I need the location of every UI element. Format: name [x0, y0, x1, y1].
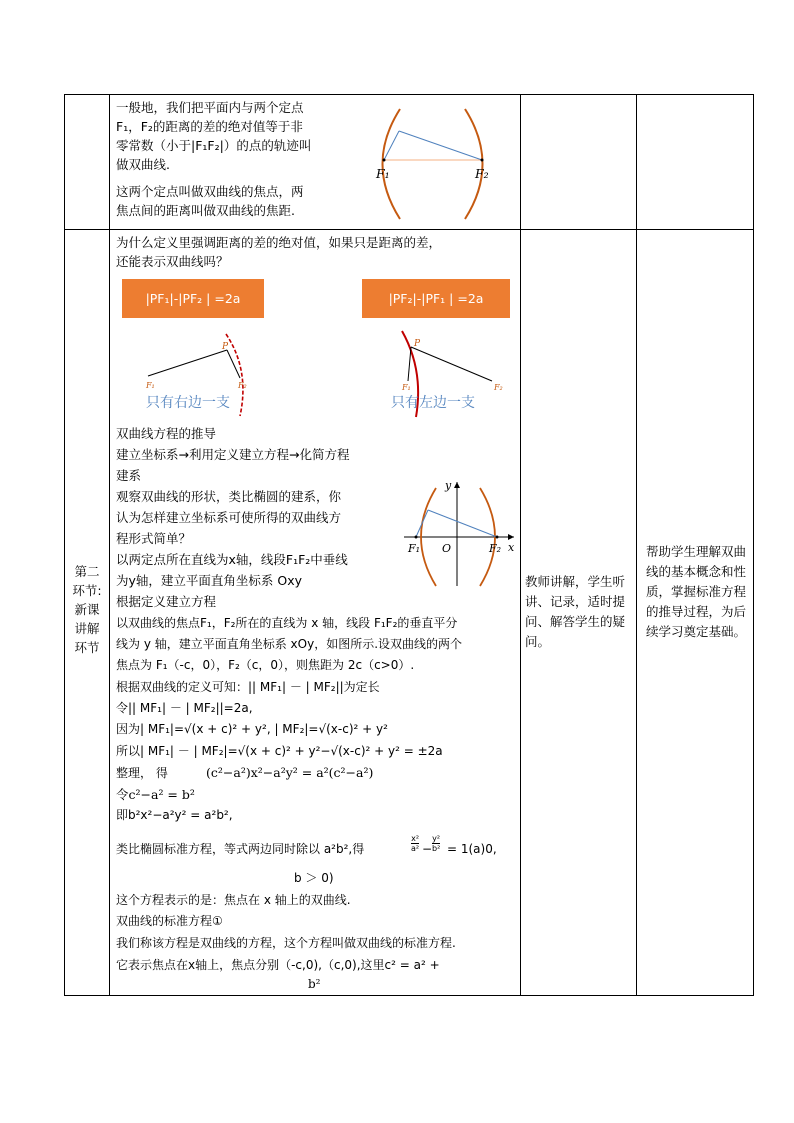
derivation-line: 焦点为 F₁（-c，0），F₂（c，0），则焦距为 2c（c>0）.: [116, 658, 415, 672]
derivation-line: 以双曲线的焦点F₁，F₂所在的直线为 x 轴，线段 F₁F₂的垂直平分: [116, 616, 458, 630]
derivation-line: 根据双曲线的定义可知：|| MF₁| － | MF₂||为定长: [116, 680, 380, 694]
derivation-line: 根据定义建立方程: [116, 594, 217, 609]
focus-f1-left: F₁: [146, 381, 155, 390]
derivation-line: 程形式简单？: [116, 531, 192, 546]
focus-f1-label: F₁: [376, 166, 390, 181]
equation-analog: 类比椭圆标准方程，等式两边同时除以 a²b²,得: [116, 842, 365, 856]
definition-line-6: 焦点间的距离叫做双曲线的焦距.: [116, 203, 295, 218]
derivation-line: 双曲线方程的推导: [116, 426, 217, 441]
fraction-x: $\frac{\text{x²}}{\text{a²}}$: [411, 834, 420, 853]
design-purpose: 帮助学生理解双曲线的基本概念和性质，掌握标准方程的推导过程，为后续学习奠定基础。: [645, 544, 746, 639]
teacher-activity: 教师讲解，学生听讲、记录，适时提问、解答学生的疑问。: [525, 574, 626, 649]
focus-f2-left: F₂: [238, 381, 247, 390]
derivation-line: 线为 y 轴，建立平面直角坐标系 xOy，如图所示.设双曲线的两个: [116, 637, 463, 651]
conclusion-line-3: 我们称该方程是双曲线的方程，这个方程叫做双曲线的标准方程.: [116, 936, 456, 950]
conclusion-line-5: b²: [308, 977, 321, 991]
derivation-line: 认为怎样建立坐标系可使所得的双曲线方: [116, 510, 342, 525]
condition-box-left: |PF₁|-|PF₂ | =2a: [122, 279, 264, 318]
derivation-line: 建立坐标系→利用定义建立方程→化简方程: [116, 447, 350, 462]
fraction-y: $\frac{\text{y²}}{\text{b²}}$: [432, 834, 441, 853]
question-line-1: 为什么定义里强调距离的差的绝对值，如果只是距离的差，: [116, 235, 442, 250]
derivation-line: 以两定点所在直线为x轴，线段F₁F₂中垂线: [116, 552, 348, 567]
coordinate-system-figure: [398, 478, 518, 588]
caption-right-branch: 只有右边一支: [146, 395, 230, 411]
stage-label: 第二 环节: 新课 讲解 环节: [72, 564, 102, 655]
conclusion-line-4: 它表示焦点在x轴上，焦点分别（-c,0),（c,0),这里c² = a² +: [116, 958, 440, 972]
focus-f2-label: F₂: [475, 166, 489, 181]
derivation-line: 建系: [116, 468, 142, 483]
derivation-line: 观察双曲线的形状，类比椭圆的建系，你: [116, 489, 342, 504]
y-axis-label: y: [445, 479, 452, 492]
condition-box-right: |PF₂|-|PF₁ | =2a: [362, 279, 510, 318]
equation-analog-tail: = 1(a)0,: [447, 842, 497, 856]
focus-f2-right: F₂: [494, 383, 503, 392]
derivation-line: 令|| MF₁| － | MF₂||=2a,: [116, 701, 253, 715]
equation-let: 令c²−a² = b²: [116, 787, 195, 802]
definition-line-5: 这两个定点叫做双曲线的焦点，两: [116, 184, 304, 199]
definition-line-3: 零常数（小于|F₁F₂|）的点的轨迹叫: [116, 138, 312, 153]
origin-label: O: [442, 542, 452, 555]
equation-b-condition: b ＞ 0): [294, 871, 334, 885]
definition-line-1: 一般地，我们把平面内与两个定点: [116, 100, 304, 115]
equation-because: 因为| MF₁|=√(x + c)² + y², | MF₂|=√(x-c)² + y²: [116, 722, 388, 736]
derivation-line: 为y轴，建立平面直角坐标系 Oxy: [116, 573, 303, 588]
conclusion-line-1: 这个方程表示的是：焦点在 x 轴上的双曲线.: [116, 893, 351, 907]
definition-line-4: 做双曲线.: [116, 157, 170, 172]
equation-tidy-label: 整理， 得: [116, 766, 168, 780]
focus-f1-right: F₁: [402, 383, 411, 392]
focus-f2-axis: F₂: [489, 542, 502, 555]
focus-f1-axis: F₁: [408, 542, 421, 555]
definition-line-2: F₁，F₂的距离的差的绝对值等于非: [116, 119, 303, 134]
point-p-left: P: [222, 342, 229, 352]
point-p-right: P: [414, 339, 421, 349]
question-line-2: 还能表示双曲线吗？: [116, 254, 229, 269]
x-axis-label: x: [508, 541, 515, 554]
hyperbola-definition-figure: [370, 105, 520, 223]
row-divider: [64, 229, 754, 230]
conclusion-line-2: 双曲线的标准方程①: [116, 914, 223, 928]
equation-then: 即b²x²−a²y² = a²b²,: [116, 808, 233, 822]
equation-tidy: (c²−a²)x²−a²y² = a²(c²−a²): [206, 765, 374, 780]
caption-left-branch: 只有左边一支: [391, 395, 475, 411]
equation-so: 所以| MF₁| － | MF₂|=√(x + c)² + y²−√(x-c)² + y² = ±2a: [116, 744, 443, 758]
